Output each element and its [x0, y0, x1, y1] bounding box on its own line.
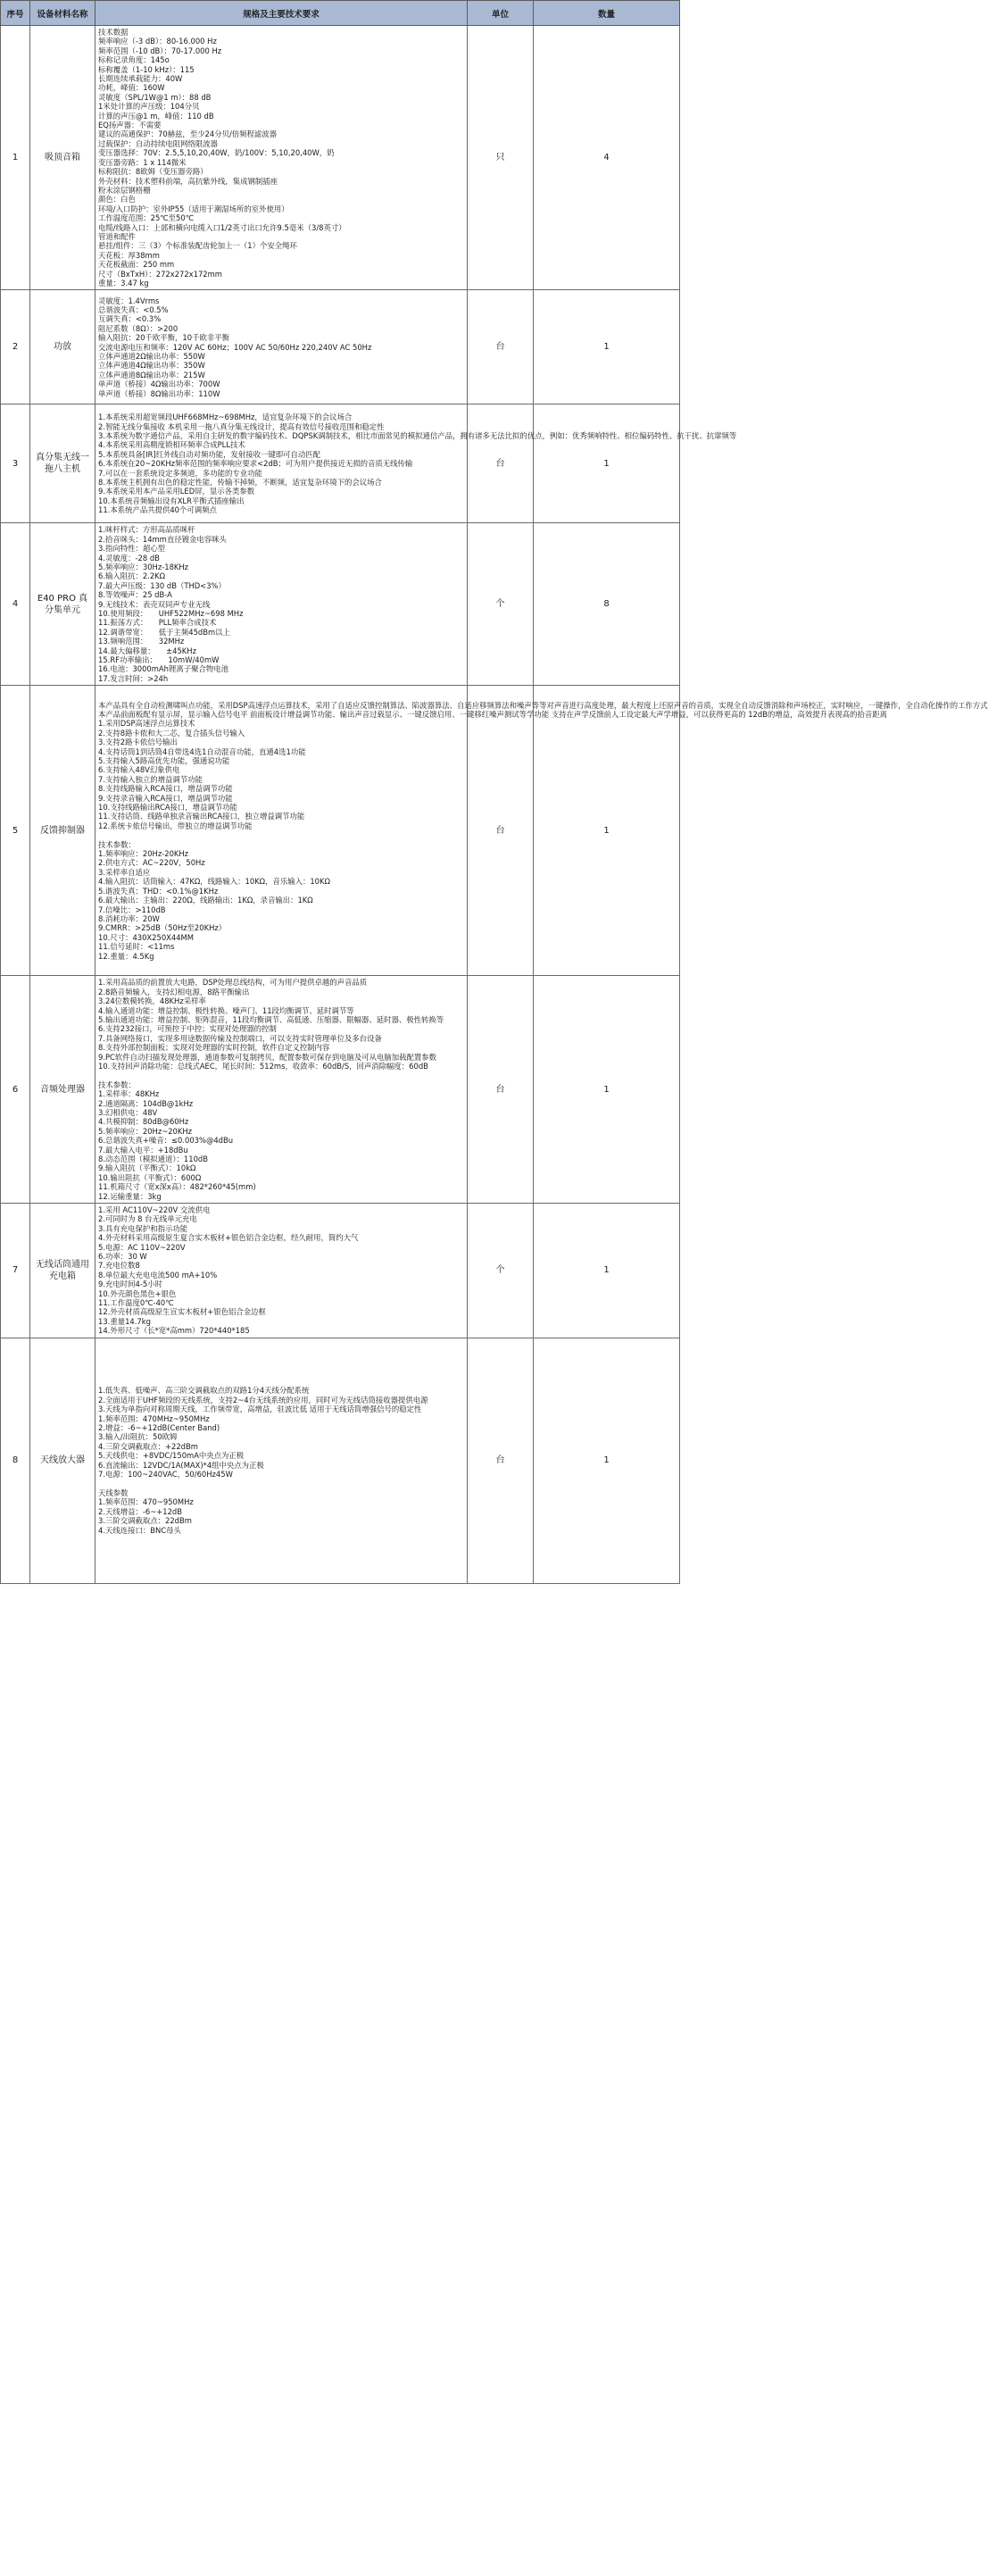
row-qty: 1 [534, 1338, 680, 1583]
spec-line: 5.天线供电：+8VDC/150mA中央点为正极 [98, 1451, 245, 1461]
table-row [1, 686, 680, 976]
row-qty: 1 [534, 686, 680, 976]
spec-line: 9.CMRR：>25dB（50Hz至20KHz） [98, 923, 227, 933]
spec-line: 2.全面适用于UHF频段的无线系统，支持2~4台无线系统的应用，同时可为无线话筒接收器提供电源 [98, 1395, 428, 1405]
spec-line: 9.本系统采用本产品采用LED屏，显示各类参数 [98, 487, 255, 496]
spec-line: 5.本系统具备[IR]红外线自动对频功能，发射接收一键即可自动匹配 [98, 449, 320, 459]
spec-line: 10.本系统音频输出设有XLR平衡式插座输出 [98, 496, 245, 505]
spec-line: 1.本系统采用超宽频段UHF668MHz~698MHz，适宜复杂环境下的会议场合 [98, 413, 353, 422]
spec-line: 9.PC软件自动扫描发现处理器，通道参数可复制拷贝，配置参数可保存到电脑及可从电脑加载配置参数 [98, 1052, 437, 1062]
table-row [1, 290, 680, 404]
spec-line: 变压器旁路：1 x 114微米 [98, 157, 187, 167]
spec-line: 4.三阶交调截取点：+22dBm [98, 1441, 198, 1451]
spec-line: 颜色：白色 [98, 195, 136, 204]
spec-line: 1.频率范围：470~950MHz [98, 1497, 194, 1507]
spec-line: 3.幻相供电：48V [98, 1107, 158, 1117]
spec-line: 长期连续承载能力：40W [98, 74, 183, 84]
spec-line: 10.使用频段： UHF522MHz~698 MHz [98, 609, 244, 619]
spec-line: 9.输入阻抗（平衡式）：10kΩ [98, 1163, 196, 1173]
spec-line: 6.支持232接口，可预控于中控；实现对处理器的控制 [98, 1024, 277, 1034]
spec-line: 4.本系统采用高精度锁相环频率合成PLL技术 [98, 440, 245, 450]
spec-line: 变压器选择：70V：2.5,5,10,20,40W，奶/100V：5,10,20,40W，奶 [98, 148, 335, 158]
spec-line: 2.天线增益：-6~+12dB [98, 1506, 182, 1516]
row-name: 功放 [30, 290, 95, 404]
spec-line [98, 830, 465, 839]
spec-line: 11.支持话筒、线路单独录音输出RCA接口，独立增益调节功能 [98, 812, 305, 821]
spec-line: 3.具有充电保护和指示功能 [98, 1223, 188, 1233]
spec-line: 10.外壳颜色黑色+银色 [98, 1288, 177, 1298]
spec-line: 10.支持线路输出RCA接口，增益调节功能 [98, 803, 237, 813]
spec-line: 粉末涂层钢格栅 [98, 185, 151, 195]
spec-line: 灵敏度：1.4Vrms [98, 296, 160, 305]
row-spec [95, 404, 737, 523]
spec-line [98, 1480, 465, 1488]
spec-line: 4.输入阻抗：话筒输入：47KΩ，线路输入：10KΩ，音乐输入：10KΩ [98, 877, 330, 887]
spec-line: 8.支持线路输入RCA接口，增益调节功能 [98, 784, 233, 794]
spec-line: 管道和配件 [98, 231, 136, 241]
spec-line: 3.采样率自适应 [98, 867, 151, 877]
spec-line: 2.支持8路卡侬和大二芯，复合插头信号输入 [98, 728, 245, 738]
table-body [1, 26, 988, 1584]
spec-line: 1.采用高品质的前置放大电路，DSP处理总线结构，可为用户提供卓越的声音品质 [98, 978, 368, 988]
spec-line: 功耗，峰值：160W [98, 83, 165, 93]
spec-line: 4.输入通道功能：增益控制、极性转换、噪声门、11段均衡调节、延时调节等 [98, 1005, 354, 1015]
row-unit: 只 [468, 26, 534, 290]
row-seq: 5 [1, 686, 30, 976]
spec-line: 环境/入口防护：室外IP55（适用于潮湿场所的室外使用） [98, 204, 289, 213]
spec-line: 7.信噪比：>110dB [98, 905, 166, 914]
spec-line: 11.工作温度0℃-40℃ [98, 1298, 174, 1308]
row-qty: 4 [534, 26, 680, 290]
table-row [1, 1338, 680, 1583]
spec-line: 5.谐波失真：THD：<0.1%@1KHz [98, 886, 219, 896]
row-seq: 1 [1, 26, 30, 290]
row-unit: 台 [468, 686, 534, 976]
spec-line: 立体声通道8Ω输出功率：215W [98, 370, 205, 379]
spec-line: 7.支持输入独立的增益调节功能 [98, 774, 203, 784]
spec-line: 8.单位最大充电电流500 mA+10% [98, 1270, 218, 1280]
row-seq: 7 [1, 1204, 30, 1338]
spec-line: 2.供电方式：AC~220V，50Hz [98, 858, 205, 868]
spec-line: 重量：3.47 kg [98, 278, 149, 288]
spec-line: 14.最大偏移量： ±45KHz [98, 646, 196, 655]
spec-line: 1.采用DSP高速浮点运算技术 [98, 719, 195, 729]
spec-line: 4.支持话筒1到话筒4自带选4选1自动混音功能，直通4选1功能 [98, 746, 306, 756]
spec-line: 标称记录角度：145o [98, 55, 170, 65]
row-unit: 个 [468, 523, 534, 686]
spec-line: 9.无线技术：表壳双同声专业无线 [98, 599, 211, 609]
spec-line: 2.可同时为 8 台无线单元充电 [98, 1214, 197, 1224]
row-unit: 台 [468, 290, 534, 404]
spec-line: 4.灵敏度：-28 dB [98, 553, 160, 563]
row-unit: 台 [468, 404, 534, 523]
spec-line: 过载保护：自动持续电阻网络限流器 [98, 138, 218, 148]
spec-line: 技术参数： [98, 1080, 136, 1089]
spec-line: 计算的声压@1 m，峰值：110 dB [98, 111, 214, 121]
spec-line: 1.采用 AC110V~220V 交流供电 [98, 1205, 211, 1215]
row-name: 天线放大器 [30, 1338, 95, 1583]
spec-line: 9.充电时间4-5小时 [98, 1280, 162, 1289]
spec-line: 悬挂/组件：三（3）个标准装配齿轮加上一（1）个安全绳环 [98, 241, 297, 251]
row-spec [95, 1204, 468, 1338]
spec-line: 3.输入/出阻抗：50欧姆 [98, 1432, 178, 1442]
row-seq: 4 [1, 523, 30, 686]
header-unit: 单位 [468, 1, 534, 26]
spec-line: 频率范围（-10 dB）：70-17.000 Hz [98, 46, 222, 55]
spec-line: 工作温度范围：25℃至50℃ [98, 213, 195, 223]
spec-line: 6.直流输出：12VDC/1A(MAX)*4组中央点为正极 [98, 1460, 264, 1470]
spec-line: 12.外壳材质高级原生宣实木板材+银色铝合金边框 [98, 1307, 266, 1317]
spec-line: EQ扬声器：不需要 [98, 121, 162, 130]
table-row [1, 404, 680, 523]
row-qty: 1 [534, 404, 680, 523]
row-seq: 6 [1, 976, 30, 1204]
spec-line: 11.振荡方式： PLL频率合成技术 [98, 618, 217, 628]
spec-line: 单声道（桥接）8Ω输出功率：110W [98, 388, 220, 398]
spec-line: 输入阻抗：20千欧平衡，10千欧非平衡 [98, 333, 229, 343]
row-qty: 1 [534, 290, 680, 404]
row-unit: 台 [468, 1338, 534, 1583]
spec-line: 4.共模抑制：80dB@60Hz [98, 1117, 189, 1127]
spec-line: 8.本系统主机拥有出色的稳定性能，传输不掉频，不断频，适宜复杂环境下的会议场合 [98, 477, 382, 487]
spec-line: 13.频响范围： 32MHz [98, 637, 185, 646]
header-name: 设备材料名称 [30, 1, 95, 26]
spec-line: 2.拾音咪头：14mm直径镀金电容咪头 [98, 534, 227, 544]
spec-line: 11.信号延时：<11ms [98, 942, 175, 952]
table-row [1, 976, 680, 1204]
spec-line: 14.外形尺寸（长*宽*高mm）720*440*185 [98, 1326, 250, 1336]
spec-line: 10.尺寸：430X250X44MM [98, 932, 194, 942]
spec-line: 8.消耗功率：20W [98, 913, 160, 923]
spec-line: 12.调谐带宽： 低于主频45dBm以上 [98, 627, 230, 637]
spec-line: 7.具备网络接口，实现多用途数据传输及控制端口，可以支持实时管理单位及多台设备 [98, 1033, 382, 1043]
spec-line: 8.动态范围（模拟通道）：110dB [98, 1154, 208, 1163]
row-name: 无线话筒通用充电箱 [30, 1204, 95, 1338]
spec-line: 1.频率范围：470MHz~950MHz [98, 1413, 210, 1423]
spec-line: 16.电池：3000mAh锂离子聚合物电池 [98, 664, 228, 674]
spec-line: 7.电源：100~240VAC，50/60Hz45W [98, 1470, 233, 1480]
spec-line: 阻尼系数（8Ω）：>200 [98, 323, 179, 333]
spec-line: 5.输出通道功能：增益控制、矩阵混音，11段均衡调节、高低通、压缩器、限幅器、延时器、极性转换等 [98, 1014, 444, 1024]
spec-line: 6.本系统在20~20KHz频率范围的频率响应要求<2dB；可为用户提供接近无损的音质无线传输 [98, 459, 413, 469]
row-spec [95, 523, 468, 686]
spec-line: 6.总谐波失真+噪音：≤0.003%@4dBu [98, 1136, 234, 1146]
spec-line: 15.RF功率输出： 10mW/40mW [98, 655, 220, 665]
spec-line: 1.频率响应：20Hz-20KHz [98, 849, 189, 859]
row-unit: 个 [468, 1204, 534, 1338]
table-row [1, 1204, 680, 1338]
spec-line: 11.本系统产品共提供40个可调频点 [98, 505, 217, 515]
header-seq: 序号 [1, 1, 30, 26]
spec-line: 灵敏度（SPL/1W@1 m）：88 dB [98, 92, 212, 102]
table-row [1, 26, 680, 290]
row-name: 反馈抑制器 [30, 686, 95, 976]
row-spec [95, 976, 468, 1204]
row-spec [95, 26, 468, 290]
header-spec: 规格及主要技术要求 [95, 1, 468, 26]
spec-line: 技术数据 [98, 28, 129, 37]
spec-line: 5.电源：AC 110V~220V [98, 1242, 186, 1252]
row-name: 真分集无线一拖八主机 [30, 404, 95, 523]
spec-line: 天花板截面：250 mm [98, 260, 175, 270]
spec-line: 12.系统卡侬信号输出，带独立的增益调节功能 [98, 821, 253, 830]
row-spec [95, 686, 988, 976]
spec-line: 外壳材料：技术塑料前端，高抗紫外线，集成钢制插座 [98, 176, 278, 186]
row-qty: 1 [534, 976, 680, 1204]
spec-line: 2.通道隔离：104dB@1kHz [98, 1098, 194, 1108]
spec-line: 6.支持输入48V幻象供电 [98, 765, 180, 775]
spec-line: 12.重量：4.5Kg [98, 951, 154, 961]
row-name: 音频处理器 [30, 976, 95, 1204]
row-qty: 1 [534, 1204, 680, 1338]
row-seq: 3 [1, 404, 30, 523]
spec-line: 标称覆盖（1-10 kHz）：115 [98, 64, 195, 74]
row-qty: 8 [534, 523, 680, 686]
spec-line: 5.频率响应：30Hz-18KHz [98, 563, 189, 571]
spec-line: 7.最大声压级：130 dB（THD<3%） [98, 580, 226, 590]
spec-line: 频率响应（-3 dB）：80-16.000 Hz [98, 37, 217, 46]
row-seq: 2 [1, 290, 30, 404]
row-unit: 台 [468, 976, 534, 1204]
spec-line: 2.8路音频输入，支持幻相电源，8路平衡输出 [98, 987, 250, 996]
spec-line: 1米处计算的声压级：104分贝 [98, 102, 200, 112]
spec-line: 立体声通道2Ω输出功率：550W [98, 352, 205, 362]
spec-line: 1.咪杆样式：方形高品质咪杆 [98, 525, 195, 535]
spec-line: 6.输入阻抗：2.2KΩ [98, 571, 166, 581]
spec-line: 本产品前面板配有显示屏，显示输入信号电平 前面板设计增益调节功能、输出声音过载显示、一键反馈启用、一键移红噪声测试等学功能 支持在声学反馈前人工设定最大声学增益，可以获得更高的 12dB的增益，高效提升表现高的拾音距离 [98, 710, 887, 719]
spec-line: 总谐波失真：<0.5% [98, 305, 169, 315]
spec-line: 11.机箱尺寸（宽x深x高）：482*260*45(mm) [98, 1182, 256, 1192]
table-header [1, 1, 680, 26]
spec-line: 3.本系统为数字通信产品，采用自主研发的数字编码技术、DQPSK调制技术，相比市面常见的模拟通信产品，拥有诸多无法比拟的优点，例如：优秀频响特性、相位编码特性、抗干扰、抗窜频等 [98, 430, 737, 440]
spec-line: 6.最大输出：主输出：220Ω，线路输出：1KΩ，录音输出：1KΩ [98, 896, 313, 905]
spec-line: 技术参数： [98, 839, 136, 849]
spec-line: 立体声通道4Ω输出功率：350W [98, 361, 205, 371]
spec-line: 10.输出阻抗（平衡式）：600Ω [98, 1172, 202, 1182]
spec-line [98, 1071, 465, 1080]
spec-line: 3.24位数模转换，48KHz采样率 [98, 996, 206, 1006]
spec-line: 7.可以在一套系统设定多频道，多功能的专业功能 [98, 468, 262, 478]
spec-line: 12.运输重量：3kg [98, 1191, 162, 1201]
spec-line: 交流电源电压和频率：120V AC 60Hz；100V AC 50/60Hz 220,240V AC 50Hz [98, 342, 372, 352]
spec-line: 天线参数 [98, 1488, 129, 1497]
spec-line: 7.最大输入电平：+18dBu [98, 1145, 188, 1155]
spec-line: 单声道（桥接）4Ω输出功率：700W [98, 379, 220, 389]
spec-line: 建议的高通保护：70赫兹，至少24分贝/倍频程滤波器 [98, 129, 278, 139]
spec-line: 3.三阶交调截取点：22dBm [98, 1516, 192, 1526]
spec-line: 3.天线为单指向对称周期天线，工作频带宽，高增益，驻波比低 适用于无线话筒增强信号的稳定性 [98, 1405, 422, 1414]
spec-line: 4.天线连接口：BNC母头 [98, 1525, 181, 1535]
spec-line: 8.等效噪声：25 dB-A [98, 590, 172, 600]
row-name: 吸顶音箱 [30, 26, 95, 290]
spec-line: 标称阻抗：8欧姆（变压器旁路） [98, 167, 208, 177]
table-row [1, 523, 680, 686]
spec-line: 7.充电位数8 [98, 1261, 140, 1271]
header-qty: 数量 [534, 1, 680, 26]
row-name: E40 PRO 真分集单元 [30, 523, 95, 686]
spec-line: 10.支持回声消除功能：总线式AEC，尾长时间：512ms，收敛率：60dB/S，回声消除幅度：60dB [98, 1061, 428, 1071]
spec-line: 互调失真：<0.3% [98, 314, 162, 324]
spec-line: 3.指向特性：超心型 [98, 544, 165, 554]
spec-line: 9.支持录音输入RCA接口，增益调节功能 [98, 793, 233, 803]
spec-line: 13.重量14.7kg [98, 1316, 151, 1326]
spec-line: 1.低失真、低噪声、高三阶交调截取点的双路1分4天线分配系统 [98, 1386, 310, 1396]
spec-line: 17.发言时间：>24h [98, 673, 169, 683]
spec-line: 4.外壳材料采用高级原生夏合实木板材+银色铝合金边框，经久耐用，简约大气 [98, 1233, 359, 1243]
spec-line: 5.支持输入5路高优先功能，强通说功能 [98, 756, 230, 766]
spec-line: 本产品具有全自动检测啸叫点功能，采用DSP高速浮点运算技术，采用了自适应反馈控制算法、陷波器算法、自适应移频算法和噪声等等对声音进行高度处理，最大程度上还原声音的音质，实现全自动反馈消除和声场校正，实时响应，一键操作，全自动化操作的工作方式 [98, 700, 988, 710]
spec-line: 1.采样率：48KHz [98, 1089, 160, 1099]
spec-line: 尺寸（BxTxH）：272x272x172mm [98, 269, 222, 279]
spec-line: 3.支持2路卡侬信号输出 [98, 738, 178, 747]
row-seq: 8 [1, 1338, 30, 1583]
spec-line: 2.增益：-6~+12dB(Center Band) [98, 1423, 220, 1433]
spec-line: 电缆/线路入口：上部和横向电缆入口1/2英寸出口允许9.5毫米（3/8英寸） [98, 222, 346, 232]
row-spec [95, 1338, 468, 1583]
spec-line: 2.智能无线分集接收 本机采用一拖八真分集无线设计，提高有效信号接收范围和稳定性 [98, 421, 385, 431]
row-spec [95, 290, 468, 404]
spec-line: 8.支持外部控制面板；实现对处理器的实时控制，软件自定义控制内容 [98, 1043, 330, 1053]
spec-line: 5.频率响应：20Hz~20KHz [98, 1126, 193, 1136]
spec-line: 天花板：厚38mm [98, 250, 160, 260]
spec-line: 6.功率：30 W [98, 1252, 147, 1262]
